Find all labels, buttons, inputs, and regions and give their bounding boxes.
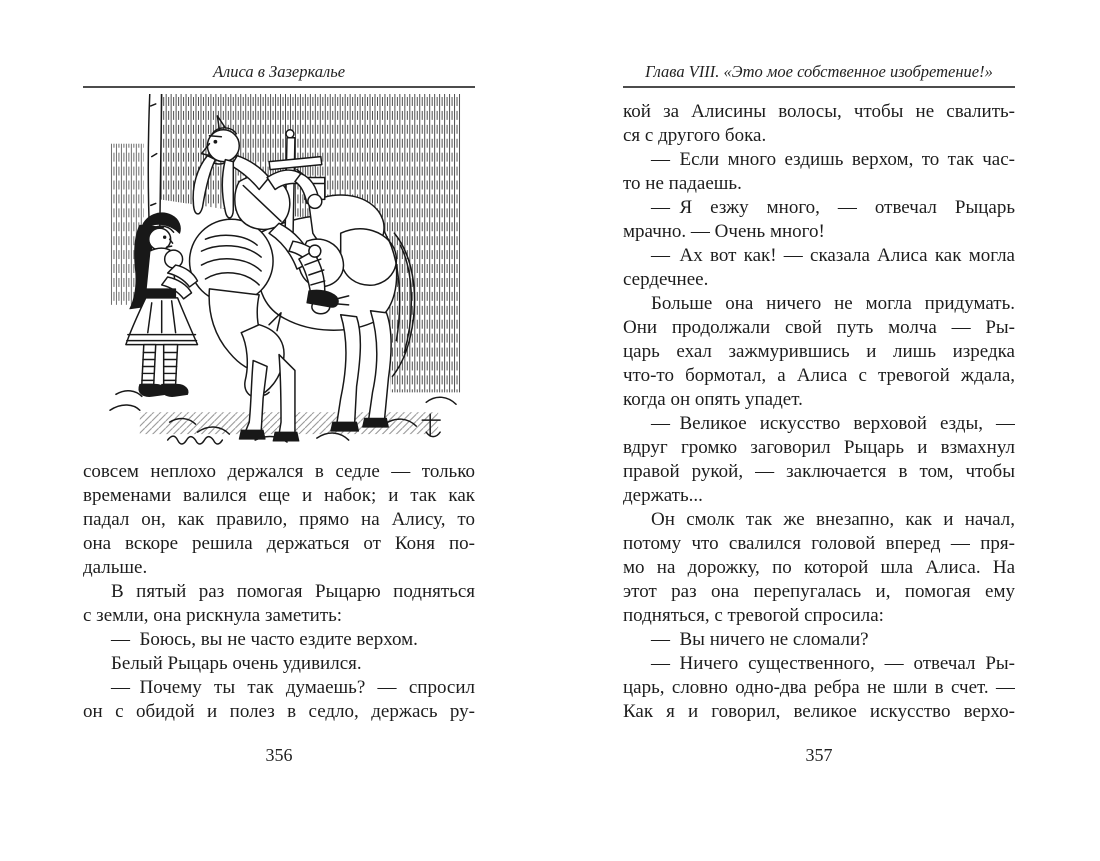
left-page-number: 356 xyxy=(265,745,293,765)
text-line: подняться, с тревогой спросила: xyxy=(623,605,884,626)
text-line: Как я и говорил, великое искусство верхо- xyxy=(623,701,1015,722)
text-line: — Великое искусство верховой езды, — xyxy=(651,413,1015,434)
text-line: мрачно. — Очень много! xyxy=(623,221,825,242)
text-line: дальше. xyxy=(83,557,148,578)
right-page xyxy=(623,52,1015,765)
text-line: кой за Алисины волосы, чтобы не свалить- xyxy=(623,101,1015,122)
text-line: он с обидой и полез в седло, держась ру- xyxy=(83,701,475,722)
text-line: — Боюсь, вы не часто ездите верхом. xyxy=(111,629,418,650)
horse-figure xyxy=(190,195,415,441)
text-line: сердечнее. xyxy=(623,269,709,290)
text-line: вдруг громко заговорил Рыцарь и взмахнул xyxy=(623,437,1015,458)
text-line: Они продолжали свой путь молча — Ры- xyxy=(623,317,1015,338)
text-line: временами валился еще и набок; и так как xyxy=(83,485,475,506)
alice-figure xyxy=(126,213,198,396)
knight-illustration xyxy=(109,94,462,452)
text-line: держать... xyxy=(623,485,703,506)
text-line: совсем неплохо держался в седле — только xyxy=(83,461,475,482)
text-line: с земли, она рискнула заметить: xyxy=(83,605,343,626)
text-line: когда он опять упадет. xyxy=(623,389,803,410)
left-running-head: Алиса в Зазеркалье xyxy=(212,62,346,81)
illustration-block xyxy=(109,94,462,452)
text-line: она вскоре решила держаться от Коня по- xyxy=(83,533,475,554)
text-line: то не падаешь. xyxy=(623,173,742,194)
left-lines xyxy=(83,460,475,724)
text-line: — Я езжу много, — отвечал Рыцарь xyxy=(651,197,1015,218)
right-lines xyxy=(623,100,1015,724)
engraver-signature xyxy=(168,436,223,444)
text-line: правой рукой, — заключается в том, чтобы xyxy=(623,461,1015,482)
left-header-rule xyxy=(83,86,475,88)
text-line: падал он, как правило, прямо на Алису, то xyxy=(83,509,475,530)
text-line: Белый Рыцарь очень удивился. xyxy=(111,653,362,674)
text-line: — Вы ничего не сломали? xyxy=(651,629,869,650)
text-line: царь ехал зажмурившись и лишь изредка xyxy=(623,341,1015,362)
text-line: этот раз она перепугалась и, помогая ему xyxy=(623,581,1015,602)
text-line: мо на дорожку, по которой шла Алиса. На xyxy=(623,557,1015,578)
text-line: ся с другого бока. xyxy=(623,125,767,146)
right-running-head: Глава VIII. «Это мое собственное изобретение!» xyxy=(645,62,993,81)
text-line: потому что свалился головой вперед — пря- xyxy=(623,533,1015,554)
text-line: — Ах вот как! — сказала Алиса как могла xyxy=(651,245,1015,266)
text-line: Больше она ничего не могла придумать. xyxy=(651,293,1015,314)
text-line: — Ничего существенного, — отвечал Ры- xyxy=(651,653,1015,674)
right-header-rule xyxy=(623,86,1015,88)
text-line: что-то бормотал, а Алиса с тревогой ждала, xyxy=(623,365,1015,386)
left-page xyxy=(83,52,475,765)
text-line: царь, словно одно-два ребра не шли в счет. — xyxy=(623,677,1015,698)
text-line: В пятый раз помогая Рыцарю подняться xyxy=(111,581,475,602)
text-line: Он смолк так же внезапно, как и начал, xyxy=(651,509,1015,530)
text-line: — Почему ты так думаешь? — спросил xyxy=(111,677,475,698)
right-page-number: 357 xyxy=(805,745,833,765)
text-line: — Если много ездишь верхом, то так час- xyxy=(651,149,1015,170)
